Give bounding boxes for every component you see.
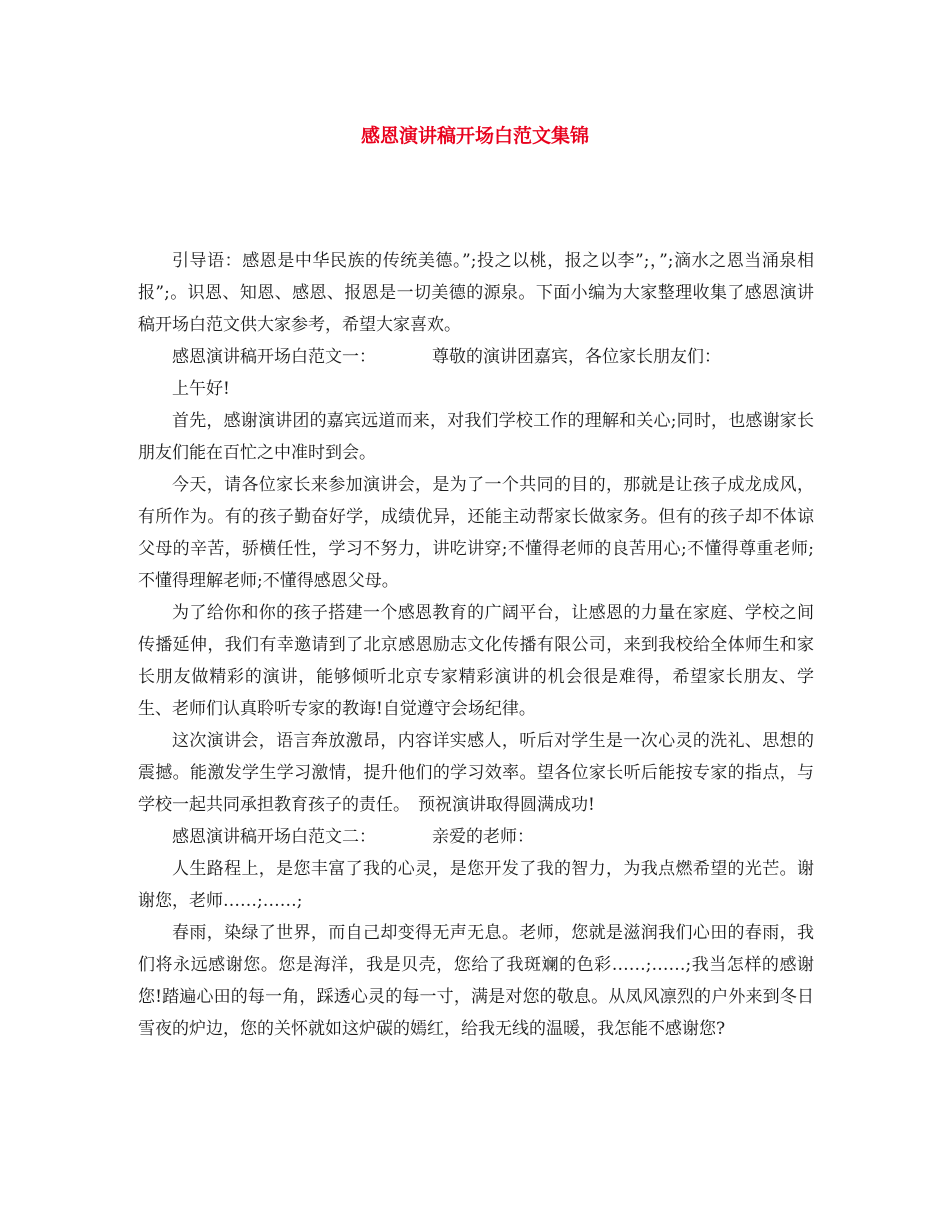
paragraph-sample-two-heading xyxy=(138,821,814,853)
paragraph-sample-one-heading xyxy=(138,341,814,373)
paragraph-spring-rain: 春雨，染绿了世界，而自己却变得无声无息。老师，您就是滋润我们心田的春雨，我们将永远感谢您。您是海洋，我是贝壳，您给了我斑斓的色彩……;……;我当怎样的感谢您!踏遍心田的每一角，踩透心灵的每一寸，满是对您的敬息。从凤风凛烈的户外来到冬日雪夜的炉边，您的关怀就如这炉碳的嫣红，给我无线的温暖，我怎能不感谢您? xyxy=(138,923,814,1039)
lecture-text: 这次演讲会，语言奔放激昂，内容详实感人，听后对学生是一次心灵的洗礼、思想的震撼。能激发学生学习激情，提升他们的学习效率。望各位家长听后能按专家的指点，与学校一起共同承担教育孩子的责任。 xyxy=(138,731,814,815)
sample-one-label: 感恩演讲稿开场白范文一： xyxy=(172,347,376,367)
document-body xyxy=(138,245,814,1045)
lecture-wish: 预祝演讲取得圆满成功! xyxy=(418,795,595,815)
sample-two-label: 感恩演讲稿开场白范文二： xyxy=(172,827,376,847)
document-title: 感恩演讲稿开场白范文集锦 xyxy=(360,125,589,147)
paragraph-greeting: 上午好! xyxy=(172,379,230,399)
paragraph-life-path: 人生路程上，是您丰富了我的心灵，是您开发了我的智力，为我点燃希望的光芒。谢谢您，老师……;……; xyxy=(138,859,814,911)
sample-two-salutation: 亲爱的老师： xyxy=(432,827,534,847)
paragraph-purpose: 今天，请各位家长来参加演讲会，是为了一个共同的目的，那就是让孩子成龙成风，有所作为。有的孩子勤奋好学，成绩优异，还能主动帮家长做家务。但有的孩子却不体谅父母的辛苦，骄横任性，学习不努力，讲吃讲穿;不懂得老师的良苦用心;不懂得尊重老师;不懂得理解老师;不懂得感恩父母。 xyxy=(138,475,814,591)
paragraph-lecture xyxy=(138,725,814,821)
paragraph-platform: 为了给你和你的孩子搭建一个感恩教育的广阔平台，让感恩的力量在家庭、学校之间传播延伸，我们有幸邀请到了北京感恩励志文化传播有限公司，来到我校给全体师生和家长朋友做精彩的演讲，能够倾听北京专家精彩演讲的机会很是难得，希望家长朋友、学生、老师们认真聆听专家的教诲!自觉遵守会场纪律。 xyxy=(138,603,814,719)
paragraph-thanks: 首先，感谢演讲团的嘉宾远道而来，对我们学校工作的理解和关心;同时，也感谢家长朋友们能在百忙之中准时到会。 xyxy=(138,411,814,463)
sample-one-salutation: 尊敬的演讲团嘉宾，各位家长朋友们： xyxy=(432,347,721,367)
paragraph-intro: 引导语：感恩是中华民族的传统美德。”;投之以桃，报之以李”;，”;滴水之恩当涌泉相报”;。识恩、知恩、感恩、报恩是一切美德的源泉。下面小编为大家整理收集了感恩演讲稿开场白范文供大家参考，希望大家喜欢。 xyxy=(138,251,814,335)
